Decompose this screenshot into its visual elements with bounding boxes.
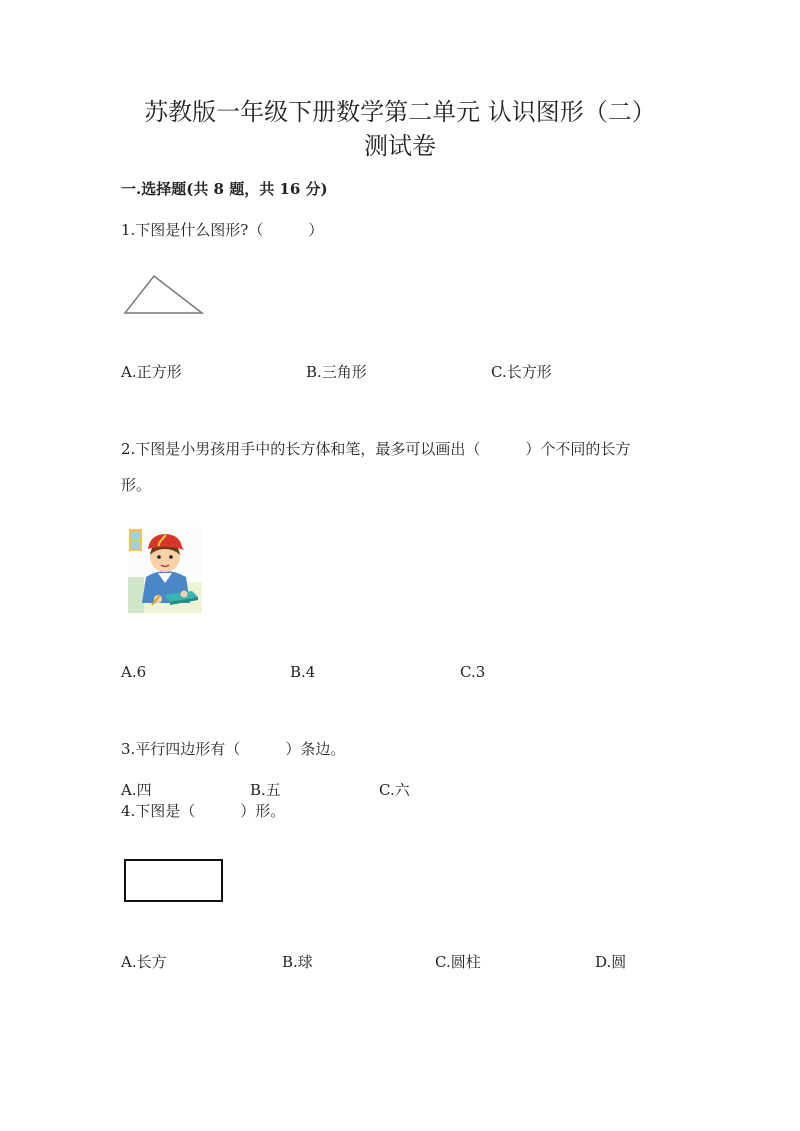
page-title-line2: 测试卷 bbox=[364, 132, 436, 160]
question-1-text: 1.下图是什么图形?（ ） bbox=[121, 221, 324, 239]
rectangle-figure bbox=[122, 857, 226, 905]
question-3-text: 3.平行四边形有（ ）条边。 bbox=[121, 740, 346, 758]
question-4-option-b[interactable]: B.球 bbox=[282, 953, 313, 971]
question-4-option-d[interactable]: D.圆 bbox=[595, 953, 627, 971]
question-1-option-b[interactable]: B.三角形 bbox=[306, 363, 367, 381]
question-2-option-c[interactable]: C.3 bbox=[460, 663, 486, 681]
question-1-option-a[interactable]: A.正方形 bbox=[121, 363, 182, 381]
triangle-figure bbox=[120, 270, 206, 318]
question-1-option-c[interactable]: C.长方形 bbox=[491, 363, 552, 381]
question-3-option-c[interactable]: C.六 bbox=[379, 781, 410, 799]
boy-drawing-illustration bbox=[128, 527, 202, 613]
section-heading: 一.选择题(共 8 题，共 16 分) bbox=[121, 180, 328, 198]
question-2-text-line2: 形。 bbox=[121, 476, 152, 494]
question-3-option-b[interactable]: B.五 bbox=[250, 781, 281, 799]
question-2-text-line1: 2.下图是小男孩用手中的长方体和笔，最多可以画出（ ）个不同的长方 bbox=[121, 440, 631, 458]
question-4-option-c[interactable]: C.圆柱 bbox=[435, 953, 481, 971]
question-2-option-b[interactable]: B.4 bbox=[290, 663, 316, 681]
question-4-option-a[interactable]: A.长方 bbox=[121, 953, 167, 971]
question-3-option-a[interactable]: A.四 bbox=[121, 781, 152, 799]
question-4-text: 4.下图是（ ）形。 bbox=[121, 802, 286, 820]
question-2-option-a[interactable]: A.6 bbox=[121, 663, 147, 681]
page-title-line1: 苏教版一年级下册数学第二单元 认识图形（二） bbox=[144, 98, 656, 126]
